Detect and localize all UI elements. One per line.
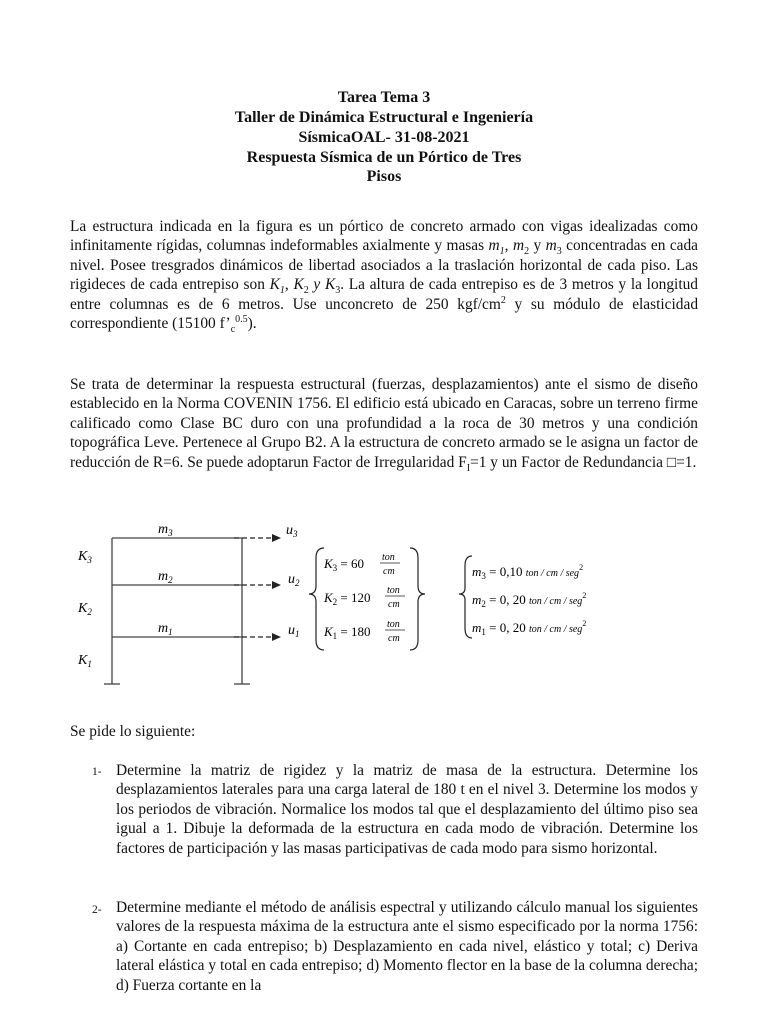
kv3-eq: = 60 — [337, 556, 365, 571]
request-heading: Se pide lo siguiente: — [70, 723, 196, 740]
mass-value-m3: $m_3 = 0,10$ ton / cm / seg$^2$ — [472, 563, 584, 581]
dof-label-u1: $u_1$ — [288, 623, 300, 639]
dof-label-u3: $u_3$ — [286, 523, 298, 539]
kv2-eq: = 120 — [337, 590, 371, 605]
paragraph-seismic-conditions: Se trata de determinar la respuesta estructural (fuerzas, desplazamientos) ante el sismo de diseño establecido en la Norma COVENIN 1756. El edificio está ubicado en Caracas, sobre un terreno firme calificado como Clase BC duro con una profundidad a la roca de 30 metros y una condición topográfica Leve. Pertenece al Grupo B2. A la estructura de concreto armado se le asigna un factor de reducción de R=6. Se puede adoptarun Factor de Irregularidad $F_I=1$ y un Factor de Redundancia □=1. — [70, 376, 698, 474]
stiffness-label-k2: $K_2$ — [78, 601, 92, 617]
kv2-num: ton — [387, 585, 400, 596]
dof-arrows — [234, 538, 272, 637]
title-line-2: Taller de Dinámica Estructural e Ingeniería — [234, 109, 534, 126]
mass-left-brace — [459, 556, 472, 638]
stiffness-label-k1-sub: 1 — [87, 659, 92, 669]
stiffness-right-brace — [410, 548, 425, 650]
svg-text:K2 = 120: $K_2 = 120$ — [324, 590, 371, 607]
title-line-5: Pisos — [366, 168, 402, 185]
kv2-den: cm — [388, 599, 400, 610]
dof-label-u1-sub: 1 — [295, 629, 300, 639]
dof-label-u2: $u_2$ — [288, 572, 300, 588]
item-2-number: 2- — [92, 904, 102, 916]
item-2-text: Determine mediante el método de análisis espectral y utilizando cálculo manual los siguientes valores de la respuesta máxima de la estructura ante el sismo especificado por la norma 1756: a) Cortante en cada entrepiso; b) Desplazamiento en cada nivel, elástico y total; c) Deriva lateral elástica y total en cada entrepiso; d) Momento flector en la base de la columna derecha; d) Fuerza cortante en la — [116, 899, 698, 994]
title-line-1: Tarea Tema 3 — [337, 89, 431, 106]
kv3-den: cm — [383, 566, 395, 577]
dof-label-u3-sub: 3 — [293, 529, 298, 539]
paragraph-structure-description: La estructura indicada en la figura es un pórtico de concreto armado con vigas idealizadas como infinitamente rígidas, columnas indeformables axialmente y masas $m_1$, $m_2$ y $m_3$ concentradas en cada nivel. Posee tresgrados dinámicos de libertad asociados a la traslación horizontal de cada piso. Las rigideces de cada entrepiso son $K_1$, $K_2$ y $K_3$. La altura de cada entrepiso es de 3 metros y la longitud entre columnas es de 6 metros. Use unconcreto de 250 kgf/$cm^2$ y su módulo de elasticidad correspondiente (15100 $f’_c^{0.5}$). — [70, 218, 699, 336]
mass-label-m1-sub: 1 — [168, 627, 173, 637]
svg-text:K1 = 180: $K_1 = 180$ — [324, 624, 371, 641]
stiffness-label-k2-sub: 2 — [87, 607, 92, 617]
mass-label-m2-sub: 2 — [168, 575, 173, 585]
dof-arrowheads — [272, 534, 281, 641]
dof-label-u2-sub: 2 — [295, 578, 300, 588]
kv1-eq: = 180 — [337, 624, 371, 639]
title-line-3: SísmicaOAL- 31-08-2021 — [298, 129, 470, 146]
mass-value-m1: $m_1 = 0$, 20 ton / cm / seg$^2$ — [472, 619, 587, 637]
kv3-sub: 3 — [332, 563, 338, 573]
frame-diagram — [60, 508, 640, 693]
kv1-den: cm — [388, 633, 400, 644]
stiffness-label-k3-sub: 3 — [87, 555, 92, 565]
stiffness-value-k2 — [323, 585, 405, 610]
kv1-sub: 1 — [332, 631, 338, 641]
kv1-num: ton — [387, 619, 400, 630]
stiffness-label-k3: $K_3$ — [78, 549, 92, 565]
item-1-number: 1- — [92, 766, 102, 778]
title-line-4: Respuesta Sísmica de un Pórtico de Tres — [246, 149, 522, 166]
portal-frame — [104, 538, 250, 684]
stiffness-label-k1: $K_1$ — [78, 653, 92, 669]
mass-label-m3-sub: 3 — [168, 528, 173, 538]
kv2-sub: 2 — [332, 597, 338, 607]
mass-label-m1: $m_1$ — [158, 621, 173, 637]
stiffness-value-k1 — [323, 619, 405, 644]
svg-text:K3 = 60: $K_3 = 60$ — [324, 556, 365, 573]
stiffness-left-brace — [309, 548, 324, 650]
stiffness-value-k3 — [323, 552, 400, 577]
item-1-text: Determine la matriz de rigidez y la matriz de masa de la estructura. Determine los desplazamientos laterales para una carga lateral de 180 t en el nivel 3. Determine los modos y los periodos de vibración. Normalice los modos tal que el desplazamiento del último piso sea igual a 1. Dibuje la deformada de la estructura en cada modo de vibración. Determine los factores de participación y las masas participativas de cada modo para sismo horizontal. — [116, 762, 698, 857]
mass-value-m2: $m_2 = 0$, 20 ton / cm / seg$^2$ — [472, 591, 587, 609]
kv3-num: ton — [382, 552, 395, 563]
mass-label-m2: $m_2$ — [158, 569, 173, 585]
mass-label-m3: $m_3$ — [158, 522, 173, 538]
